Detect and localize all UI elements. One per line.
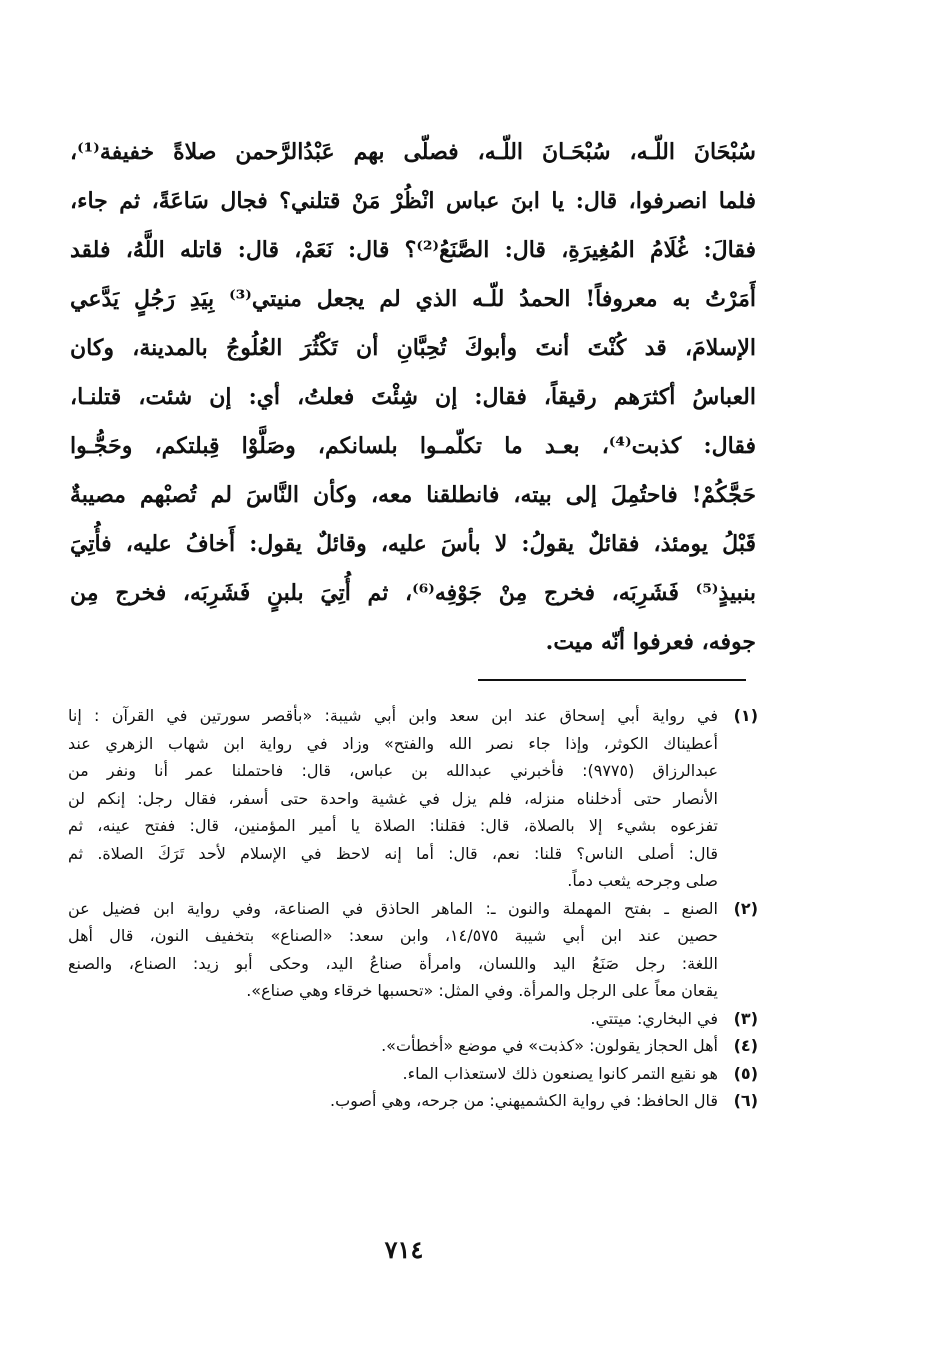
footnote-line: عبدالرزاق (٩٧٧٥): فأخبرني عبدالله بن عباس، قال: فاحتملنا عمر أنا ونفر من	[68, 761, 718, 780]
footnote-line: أعطيناك الكوثر، وإذا جاء نصر الله والفتح» وزاد في رواية ابن شهاب الزهري عند	[68, 733, 718, 753]
footnote-body	[68, 1032, 718, 1060]
footnote-line: اللغة: رجل صَنَعُ اليد واللسان، وامرأة صناعُ اليد، وحكى أبو زيد: الصناع، والصنع	[68, 953, 718, 973]
footnote-line: صلى وجرحه يثعب دماً.	[567, 871, 718, 890]
footnote-body	[68, 1005, 718, 1033]
footnote-line: قال الحافظ: في رواية الكشميهني: من جرحه، وهي أصوب.	[330, 1091, 718, 1110]
footnote-number: (٢)	[733, 898, 758, 918]
main-text-line: فقال: كذبت⁽⁴⁾، بعـد ما تكلّمـوا بلسانكم، وصَلَّوْا قِبلتكم، وحَجُّـوا	[70, 433, 756, 459]
main-text-line: جوفه، فعرفوا أنّه ميت.	[545, 629, 756, 655]
footnote-line: الصنع ـ بفتح المهملة والنون ـ: الماهر الحاذق في الصناعة، وفي رواية ابن فضيل عن	[68, 898, 718, 918]
main-text-line: سُبْحَانَ اللّـه، سُبْحَـانَ اللّـه، فصلّى بهم عَبْدُالرَّحمن صلاةً خفيفة⁽¹⁾،	[70, 139, 756, 165]
main-text-line: بنبيذٍ⁽⁵⁾ فَشَرِبَه، فخرج مِنْ جَوْفِه⁽⁶⁾، ثم أُتِيَ بلبنٍ فَشَرِبَه، فخرج مِن	[70, 580, 756, 606]
page-number: ٧١٤	[384, 1235, 424, 1264]
main-text-line: العباسُ أكثرَهم رقيقاً، فقال: إن شِئْتَ فعلتُ، أي: إن شئت، قتلنـا،	[70, 384, 756, 410]
footnote-number: (٦)	[733, 1091, 758, 1110]
footnote-separator	[478, 679, 746, 681]
footnote-4	[68, 1032, 758, 1060]
main-text-line: فلما انصرفوا، قال: يا ابنَ عباس انْظُرْ مَنْ قتلني؟ فجال سَاعَةً، ثم جاء،	[70, 188, 756, 214]
footnote-line: قال: أصلى الناس؟ قلنا: نعم، قال: أما إنه لاحظ في الإسلام لأحد تَرَكَ الصلاة. ثم	[68, 843, 718, 863]
footnote-number: (٤)	[733, 1036, 758, 1055]
main-text-line: أَمَرْتُ به معروفاً! الحمدُ للّـه الذي لم يجعل منيتي⁽³⁾ بِيَدِ رَجُلٍ يَدَّعي	[70, 286, 756, 312]
footnote-line: حصين عند ابن أبي شيبة ١٤/٥٧٥، وابن سعد: «الصناع» بتخفيف النون، قال أهل	[68, 926, 718, 945]
main-text-line: حَجَّكُمْ! فاحتُمِلَ إلى بيته، فانطلقنا معه، وكأن النَّاسَ لم تُصبْهم مصيبةٌ	[70, 482, 756, 508]
footnote-line: الأنصار حتى أدخلناه منزله، فلم يزل في غشية واحدة حتى أسفر، فقال رجل: إنكم لن	[68, 788, 718, 808]
main-text-block	[70, 128, 756, 667]
footnote-line: في رواية أبي إسحاق عند ابن سعد وابن أبي شيبة: «بأقصر سورتين في القرآن : إنا	[68, 706, 718, 725]
footnote-body	[68, 1087, 718, 1115]
footnote-3	[68, 1005, 758, 1033]
footnote-number: (٥)	[733, 1063, 758, 1083]
main-text-line: قَبْلُ يومئذ، فقائلٌ يقولُ: لا بأسَ عليه، وقائلٌ يقول: أَخافُ عليه، فأُتِيَ	[70, 531, 756, 557]
footnote-line: يقعان معاً على الرجل والمرأة. وفي المثل: «تحسبها خرقاء وهي صناع».	[246, 981, 718, 1000]
footnote-number: (٣)	[733, 1008, 758, 1028]
footnote-6	[68, 1087, 758, 1115]
footnote-line: هو نقيع التمر كانوا يصنعون ذلك لاستعذاب الماء.	[402, 1063, 718, 1083]
footnote-line: تفزعوه بشيء إلا بالصلاة، قال: فقلنا: الصلاة يا أمير المؤمنين، قال: ففتح عينه، ثم	[68, 816, 718, 835]
main-text-line: الإسلامَ، قد كُنْتَ أنتَ وأبوكَ تُحِبَّانِ أن تَكْثُرَ العُلُوجُ بالمدينة، وكان	[70, 335, 756, 361]
footnotes-section	[68, 702, 758, 1115]
footnote-body	[68, 702, 718, 895]
footnote-body	[68, 895, 718, 1005]
footnote-2	[68, 895, 758, 1005]
footnote-body	[68, 1060, 718, 1088]
footnote-line: أهل الحجاز يقولون: «كذبت» في موضع «أخطأت».	[381, 1036, 718, 1055]
footnote-line: في البخاري: ميتتي.	[590, 1008, 718, 1028]
footnote-number: (١)	[733, 706, 758, 725]
footnote-5	[68, 1060, 758, 1088]
footnote-1	[68, 702, 758, 895]
main-text-line: فقالَ: غُلَامُ المُغِيرَةِ، قال: الصَّنَعُ⁽²⁾؟ قال: نَعَمْ، قال: قاتله اللَّهُ، فلقد	[70, 237, 756, 263]
